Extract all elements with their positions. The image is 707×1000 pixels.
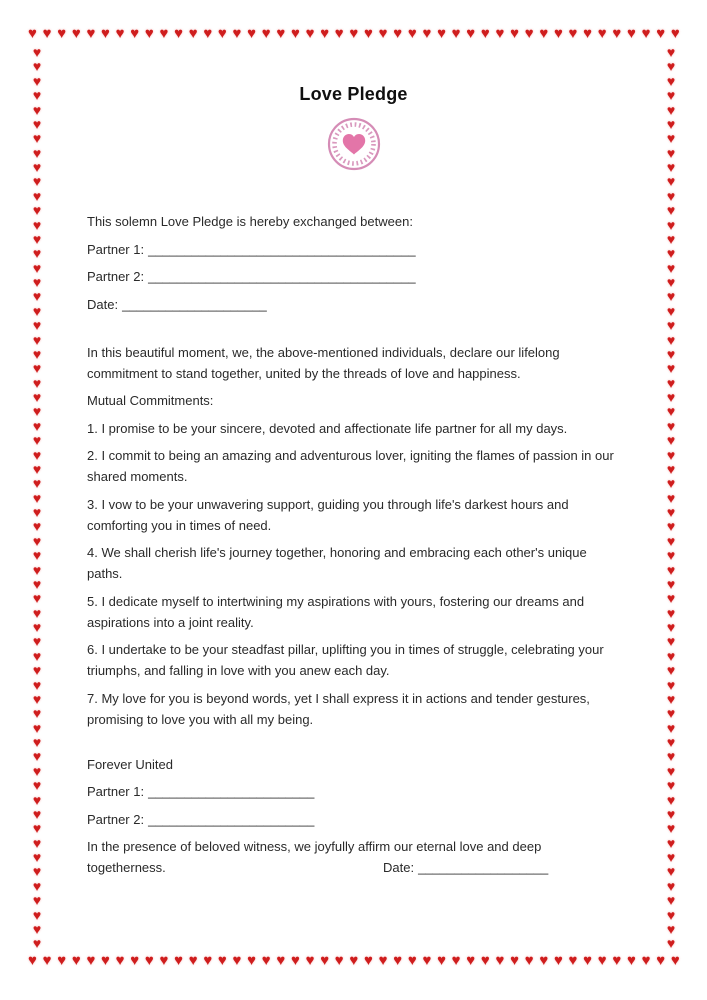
heart-icon: ♥ xyxy=(612,25,622,42)
heart-icon: ♥ xyxy=(32,892,42,909)
heart-icon: ♥ xyxy=(32,547,42,564)
heart-icon: ♥ xyxy=(666,877,676,894)
heart-icon: ♥ xyxy=(32,561,42,578)
heart-icon: ♥ xyxy=(666,187,676,204)
heart-icon: ♥ xyxy=(32,676,42,693)
heart-icon: ♥ xyxy=(437,952,446,969)
heart-icon: ♥ xyxy=(32,446,42,463)
partner2-label: Partner 2: xyxy=(87,269,145,284)
heart-icon: ♥ xyxy=(57,952,67,969)
heart-icon: ♥ xyxy=(32,906,42,923)
heart-icon: ♥ xyxy=(32,403,42,420)
heart-icon: ♥ xyxy=(666,87,676,104)
intro-partner1-row xyxy=(87,239,620,260)
heart-icon: ♥ xyxy=(32,159,42,175)
heart-icon: ♥ xyxy=(32,173,42,190)
intro-date-row xyxy=(87,294,620,315)
heart-icon: ♥ xyxy=(666,690,676,707)
heart-icon: ♥ xyxy=(666,532,676,549)
commitment-item: 5. I dedicate myself to intertwining my aspirations with yours, fostering our dreams and aspirations into a joint reality. xyxy=(87,593,585,630)
heart-icon: ♥ xyxy=(32,719,42,736)
heart-icon: ♥ xyxy=(71,952,81,969)
heart-icon: ♥ xyxy=(666,705,676,722)
heart-border-right xyxy=(663,45,679,951)
heart-icon: ♥ xyxy=(32,777,42,794)
heart-icon: ♥ xyxy=(32,935,42,952)
heart-icon: ♥ xyxy=(203,25,213,42)
heart-icon: ♥ xyxy=(666,345,676,362)
heart-icon: ♥ xyxy=(32,690,42,707)
heart-icon: ♥ xyxy=(32,331,42,348)
heart-icon: ♥ xyxy=(305,952,315,969)
heart-icon: ♥ xyxy=(666,719,676,736)
heart-icon: ♥ xyxy=(32,360,42,377)
heart-icon: ♥ xyxy=(32,705,42,722)
heart-icon: ♥ xyxy=(32,345,42,362)
heart-icon: ♥ xyxy=(32,288,42,305)
heart-icon: ♥ xyxy=(666,144,676,161)
heart-icon: ♥ xyxy=(666,734,676,750)
heart-icon: ♥ xyxy=(495,952,505,969)
heart-icon: ♥ xyxy=(115,952,125,969)
heart-icon: ♥ xyxy=(32,317,42,334)
heart-icon: ♥ xyxy=(32,805,42,822)
heart-icon: ♥ xyxy=(666,331,676,348)
heart-icon: ♥ xyxy=(666,762,676,779)
heart-icon: ♥ xyxy=(290,952,300,969)
closing-heading: Forever United xyxy=(87,756,173,772)
heart-icon: ♥ xyxy=(666,159,676,175)
heart-icon: ♥ xyxy=(666,748,676,765)
heart-icon: ♥ xyxy=(32,216,42,233)
heart-icon: ♥ xyxy=(32,475,42,492)
heart-icon: ♥ xyxy=(32,432,42,449)
heart-icon: ♥ xyxy=(666,173,676,190)
heart-icon: ♥ xyxy=(666,288,676,305)
heart-icon: ♥ xyxy=(334,25,344,42)
heart-icon: ♥ xyxy=(232,25,242,42)
commitment-item: 3. I vow to be your unwavering support, guiding you through life's darkest hours and comforting you in times of need. xyxy=(87,496,569,533)
heart-icon: ♥ xyxy=(666,619,676,635)
closing-partner2-row xyxy=(87,809,620,830)
heart-icon: ♥ xyxy=(101,25,110,42)
heart-icon: ♥ xyxy=(553,952,563,969)
heart-icon: ♥ xyxy=(666,302,676,319)
heart-icon: ♥ xyxy=(524,25,534,42)
heart-icon: ♥ xyxy=(159,952,169,969)
heart-icon: ♥ xyxy=(32,460,42,477)
heart-icon: ♥ xyxy=(32,647,42,664)
heart-icon: ♥ xyxy=(364,25,373,42)
heart-icon: ♥ xyxy=(144,25,154,42)
heart-icon: ♥ xyxy=(349,952,359,969)
heart-icon: ♥ xyxy=(42,952,52,969)
heart-icon: ♥ xyxy=(261,952,271,969)
heart-icon: ♥ xyxy=(437,25,446,42)
heart-icon: ♥ xyxy=(320,25,330,42)
heart-icon: ♥ xyxy=(666,417,676,434)
heart-icon: ♥ xyxy=(666,216,676,233)
heart-icon: ♥ xyxy=(32,374,42,391)
heart-icon: ♥ xyxy=(32,662,42,679)
heart-icon: ♥ xyxy=(217,25,227,42)
heart-icon: ♥ xyxy=(32,259,42,276)
heart-icon: ♥ xyxy=(666,676,676,693)
heart-icon: ♥ xyxy=(32,748,42,765)
heart-icon: ♥ xyxy=(32,87,42,104)
heart-icon: ♥ xyxy=(32,619,42,635)
heart-icon: ♥ xyxy=(159,25,169,42)
heart-icon: ♥ xyxy=(666,44,676,60)
heart-icon: ♥ xyxy=(422,952,432,969)
heart-icon: ♥ xyxy=(276,952,286,969)
heart-icon: ♥ xyxy=(670,25,680,42)
heart-icon: ♥ xyxy=(174,25,183,42)
heart-icon: ♥ xyxy=(666,633,676,650)
heart-icon: ♥ xyxy=(666,892,676,909)
heart-icon: ♥ xyxy=(666,647,676,664)
commitment-item: 7. My love for you is beyond words, yet I shall express it in actions and tender gestures, promising to love you with all my being. xyxy=(87,690,590,727)
heart-icon: ♥ xyxy=(597,952,607,969)
heart-border-left xyxy=(29,45,45,951)
heart-icon: ♥ xyxy=(666,317,676,334)
heart-icon: ♥ xyxy=(666,906,676,923)
heart-icon: ♥ xyxy=(32,633,42,650)
date-blank-line: ____________________ xyxy=(122,296,267,312)
heart-stamp-svg xyxy=(326,116,382,172)
heart-icon: ♥ xyxy=(188,952,198,969)
heart-icon: ♥ xyxy=(32,604,42,621)
heart-icon: ♥ xyxy=(666,561,676,578)
closing-date-label: Date: xyxy=(383,860,415,875)
heart-icon: ♥ xyxy=(666,575,676,592)
heart-stamp-icon xyxy=(0,116,707,175)
heart-icon: ♥ xyxy=(32,389,42,405)
intro-lead: This solemn Love Pledge is hereby exchanged between: xyxy=(87,214,413,229)
heart-icon: ♥ xyxy=(666,101,676,118)
closing-date-blank-line: __________________ xyxy=(418,860,549,875)
heart-icon: ♥ xyxy=(583,952,593,969)
heart-icon: ♥ xyxy=(666,245,676,262)
heart-icon: ♥ xyxy=(666,360,676,377)
intro-partner2-row xyxy=(87,266,620,287)
heart-icon: ♥ xyxy=(670,952,680,969)
heart-icon: ♥ xyxy=(666,230,676,247)
document-body xyxy=(87,211,620,885)
heart-icon: ♥ xyxy=(666,863,676,880)
heart-border-top xyxy=(28,26,680,41)
heart-icon: ♥ xyxy=(666,389,676,405)
heart-icon: ♥ xyxy=(451,25,461,42)
heart-icon: ♥ xyxy=(32,72,42,89)
heart-icon: ♥ xyxy=(666,432,676,449)
heart-icon: ♥ xyxy=(32,130,42,147)
heart-icon: ♥ xyxy=(276,25,286,42)
commitment-item: 2. I commit to being an amazing and adventurous lover, igniting the flames of passion in our shared moments. xyxy=(87,448,614,484)
heart-icon: ♥ xyxy=(407,952,417,969)
commitments-heading: Mutual Commitments: xyxy=(87,393,214,408)
heart-icon: ♥ xyxy=(666,202,676,219)
heart-icon: ♥ xyxy=(349,25,359,42)
heart-icon: ♥ xyxy=(666,374,676,391)
heart-icon: ♥ xyxy=(32,245,42,262)
heart-icon: ♥ xyxy=(115,25,125,42)
heart-icon: ♥ xyxy=(32,575,42,592)
heart-icon: ♥ xyxy=(217,952,227,969)
heart-icon: ♥ xyxy=(32,518,42,535)
commitment-item: 1. I promise to be your sincere, devoted and affectionate life partner for all my days. xyxy=(87,420,568,436)
heart-icon: ♥ xyxy=(32,274,42,290)
heart-icon: ♥ xyxy=(597,25,607,42)
heart-icon: ♥ xyxy=(32,834,42,851)
closing-partner1-blank-line: _______________________ xyxy=(148,784,315,799)
heart-icon: ♥ xyxy=(666,130,676,147)
heart-icon: ♥ xyxy=(666,518,676,535)
heart-icon: ♥ xyxy=(666,935,676,952)
heart-icon: ♥ xyxy=(334,952,344,969)
heart-icon: ♥ xyxy=(666,475,676,492)
heart-icon: ♥ xyxy=(510,952,520,969)
heart-icon: ♥ xyxy=(422,25,432,42)
heart-icon: ♥ xyxy=(568,25,578,42)
heart-icon: ♥ xyxy=(86,952,96,969)
heart-icon: ♥ xyxy=(480,25,490,42)
commitment-item: 4. We shall cherish life's journey together, honoring and embracing each other's unique paths. xyxy=(87,545,587,581)
heart-icon: ♥ xyxy=(641,25,651,42)
heart-icon: ♥ xyxy=(451,952,461,969)
heart-icon: ♥ xyxy=(32,849,42,865)
heart-icon: ♥ xyxy=(32,863,42,880)
partner1-label: Partner 1: xyxy=(87,241,145,257)
heart-icon: ♥ xyxy=(305,25,315,42)
heart-icon: ♥ xyxy=(666,590,676,607)
heart-icon: ♥ xyxy=(407,25,417,42)
heart-icon: ♥ xyxy=(666,820,676,837)
heart-icon: ♥ xyxy=(626,25,636,42)
heart-icon: ♥ xyxy=(101,952,110,969)
heart-icon: ♥ xyxy=(290,25,300,42)
heart-icon: ♥ xyxy=(568,952,578,969)
heart-icon: ♥ xyxy=(480,952,490,969)
heart-icon: ♥ xyxy=(144,952,154,969)
heart-icon: ♥ xyxy=(666,547,676,564)
heart-icon: ♥ xyxy=(32,187,42,204)
heart-icon: ♥ xyxy=(174,952,183,969)
heart-icon: ♥ xyxy=(32,115,42,132)
witness-paragraph xyxy=(87,836,620,878)
heart-icon: ♥ xyxy=(32,762,42,779)
heart-icon: ♥ xyxy=(553,25,563,42)
heart-icon: ♥ xyxy=(666,662,676,679)
heart-icon: ♥ xyxy=(666,777,676,794)
heart-icon: ♥ xyxy=(32,877,42,894)
heart-icon: ♥ xyxy=(247,25,257,42)
heart-icon: ♥ xyxy=(188,25,198,42)
heart-icon: ♥ xyxy=(666,460,676,477)
heart-icon: ♥ xyxy=(32,44,42,60)
heart-icon: ♥ xyxy=(666,446,676,463)
heart-icon: ♥ xyxy=(666,920,676,937)
heart-icon: ♥ xyxy=(130,952,140,969)
heart-icon: ♥ xyxy=(466,25,476,42)
date-label: Date: xyxy=(87,296,119,312)
heart-icon: ♥ xyxy=(32,302,42,319)
heart-icon: ♥ xyxy=(666,274,676,290)
heart-icon: ♥ xyxy=(666,259,676,276)
page-title: Love Pledge xyxy=(299,84,408,104)
heart-icon: ♥ xyxy=(364,952,373,969)
heart-icon: ♥ xyxy=(666,834,676,851)
heart-icon: ♥ xyxy=(583,25,593,42)
closing-partner2-blank-line: _______________________ xyxy=(148,811,315,827)
declaration-paragraph: In this beautiful moment, we, the above-mentioned individuals, declare our lifelong commitment to stand together, united by the threads of love and happiness. xyxy=(87,344,560,381)
heart-icon: ♥ xyxy=(656,952,666,969)
witness-text: In the presence of beloved witness, we joyfully affirm our eternal love and deep togetherness. xyxy=(87,839,542,875)
heart-icon: ♥ xyxy=(666,504,676,520)
heart-icon: ♥ xyxy=(666,805,676,822)
heart-icon: ♥ xyxy=(32,791,42,808)
heart-icon: ♥ xyxy=(32,230,42,247)
heart-icon: ♥ xyxy=(32,820,42,837)
heart-icon: ♥ xyxy=(510,25,520,42)
heart-icon: ♥ xyxy=(666,72,676,89)
heart-icon: ♥ xyxy=(626,952,636,969)
heart-icon: ♥ xyxy=(203,952,213,969)
heart-icon: ♥ xyxy=(666,791,676,808)
heart-icon: ♥ xyxy=(32,144,42,161)
heart-icon: ♥ xyxy=(524,952,534,969)
heart-icon: ♥ xyxy=(393,952,403,969)
heart-icon: ♥ xyxy=(28,952,37,969)
heart-icon: ♥ xyxy=(247,952,257,969)
heart-icon: ♥ xyxy=(42,25,52,42)
heart-icon: ♥ xyxy=(495,25,505,42)
heart-icon: ♥ xyxy=(28,25,37,42)
heart-icon: ♥ xyxy=(378,952,388,969)
heart-icon: ♥ xyxy=(130,25,140,42)
heart-icon: ♥ xyxy=(393,25,403,42)
heart-icon: ♥ xyxy=(666,849,676,865)
partner2-blank-line: _____________________________________ xyxy=(148,269,416,284)
heart-icon: ♥ xyxy=(232,952,242,969)
heart-icon: ♥ xyxy=(32,202,42,219)
heart-icon: ♥ xyxy=(666,403,676,420)
closing-partner1-row xyxy=(87,781,620,802)
closing-partner1-label: Partner 1: xyxy=(87,784,145,799)
heart-icon: ♥ xyxy=(539,25,549,42)
heart-icon: ♥ xyxy=(641,952,651,969)
partner1-blank-line: _____________________________________ xyxy=(148,241,416,257)
heart-icon: ♥ xyxy=(666,115,676,132)
heart-icon: ♥ xyxy=(32,920,42,937)
closing-partner2-label: Partner 2: xyxy=(87,811,145,827)
heart-icon: ♥ xyxy=(378,25,388,42)
heart-icon: ♥ xyxy=(32,734,42,750)
heart-icon: ♥ xyxy=(32,417,42,434)
heart-icon: ♥ xyxy=(32,101,42,118)
heart-icon: ♥ xyxy=(320,952,330,969)
heart-icon: ♥ xyxy=(32,489,42,506)
closing-date-row xyxy=(383,857,548,878)
heart-icon: ♥ xyxy=(466,952,476,969)
heart-icon: ♥ xyxy=(71,25,81,42)
heart-icon: ♥ xyxy=(32,590,42,607)
heart-icon: ♥ xyxy=(86,25,96,42)
heart-icon: ♥ xyxy=(539,952,549,969)
commitment-item: 6. I undertake to be your steadfast pillar, uplifting you in times of struggle, celebrating your triumphs, and falling in love with you anew each day. xyxy=(87,642,604,678)
heart-icon: ♥ xyxy=(32,504,42,520)
heart-icon: ♥ xyxy=(261,25,271,42)
heart-icon: ♥ xyxy=(32,532,42,549)
heart-icon: ♥ xyxy=(666,58,676,75)
heart-icon: ♥ xyxy=(666,489,676,506)
heart-border-bottom xyxy=(28,953,680,968)
heart-icon: ♥ xyxy=(32,58,42,75)
heart-icon: ♥ xyxy=(666,604,676,621)
heart-icon: ♥ xyxy=(656,25,666,42)
heart-icon: ♥ xyxy=(57,25,67,42)
heart-icon: ♥ xyxy=(612,952,622,969)
